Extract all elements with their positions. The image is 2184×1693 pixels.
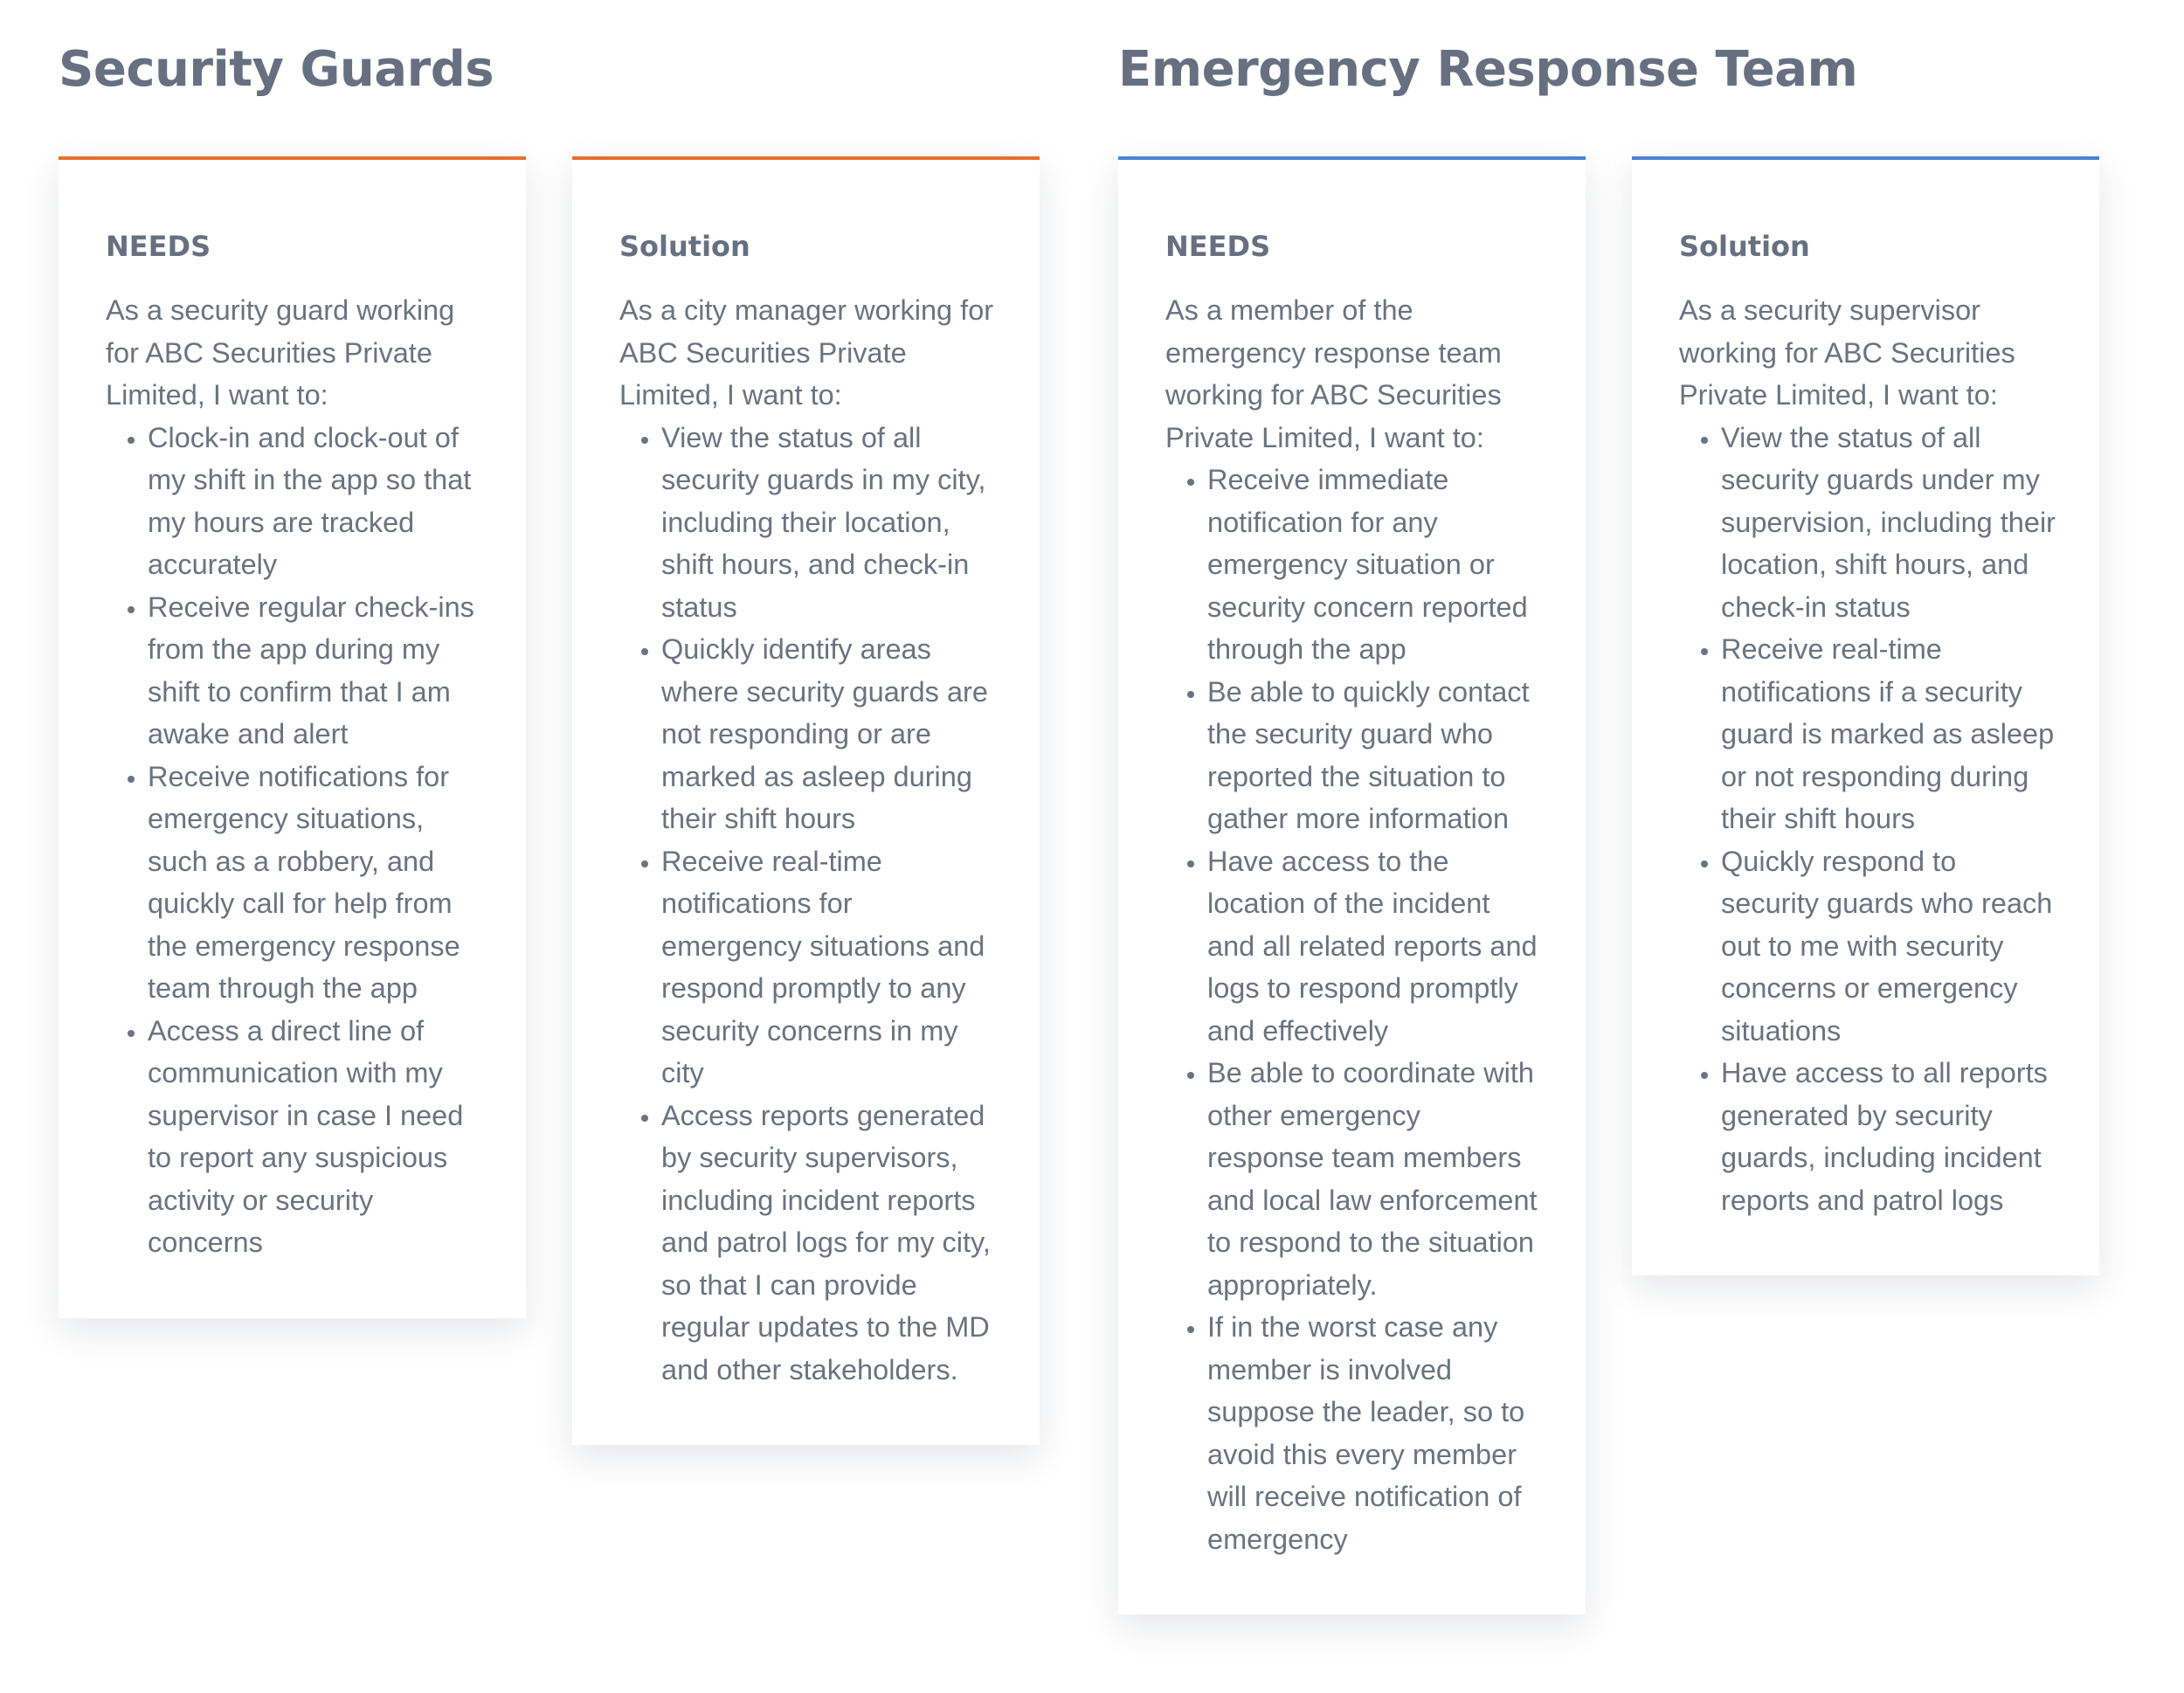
card-heading: NEEDS [1165, 230, 1271, 263]
list-item: • Quickly identify areas where security guards are not responding or are marked as asleep during their shift hours [661, 628, 996, 840]
card-heading: NEEDS [106, 230, 211, 263]
card-intro: As a security supervisor working for ABC Securities Private Limited, I want to: [1679, 294, 2015, 411]
list-item: • Have access to the location of the incident and all related reports and logs to respond promptly and effectively [1207, 840, 1542, 1053]
needs-list [1165, 459, 1542, 1560]
list-item: • View the status of all security guards in my city, including their location, shift hours, and check-in status [661, 417, 996, 629]
section-title-security-guards: Security Guards [59, 41, 494, 98]
list-item: • View the status of all security guards under my supervision, including their location, shift hours, and check-in status [1721, 417, 2056, 629]
list-item: • Access reports generated by security supervisors, including incident reports and patrol logs for my city, so that I can provide regular updates to the MD and other stakeholders. [661, 1095, 996, 1392]
card-intro: As a member of the emergency response team working for ABC Securities Private Limited, I want to: [1165, 294, 1502, 453]
list-item: • Receive real-time notifications for emergency situations and respond promptly to any security concerns in my city [661, 840, 996, 1095]
list-item: • Quickly respond to security guards who reach out to me with security concerns or emergency situations [1721, 840, 2056, 1053]
card-emergency-response-solution [1632, 156, 2099, 1275]
list-item: • Receive real-time notifications if a security guard is marked as asleep or not responding during their shift hours [1721, 628, 2056, 840]
list-item: • If in the worst case any member is involved suppose the leader, so to avoid this every member will receive notification of emergency [1207, 1306, 1542, 1560]
card-security-guards-needs [59, 156, 526, 1318]
card-heading: Solution [619, 230, 750, 263]
solution-list [619, 417, 996, 1392]
list-item: • Access a direct line of communication with my supervisor in case I need to report any suspicious activity or security concerns [148, 1010, 482, 1264]
card-intro: As a city manager working for ABC Securities Private Limited, I want to: [619, 294, 994, 411]
card-intro: As a security guard working for ABC Securities Private Limited, I want to: [106, 294, 455, 411]
list-item: • Receive immediate notification for any emergency situation or security concern reported through the app [1207, 459, 1542, 671]
needs-list [106, 417, 482, 1264]
list-item: • Receive regular check-ins from the app during my shift to confirm that I am awake and alert [148, 586, 482, 756]
list-item: • Be able to coordinate with other emergency response team members and local law enforcement to respond to the situation appropriately. [1207, 1052, 1542, 1306]
list-item: • Receive notifications for emergency situations, such as a robbery, and quickly call for help from the emergency response team through the app [148, 756, 482, 1010]
solution-list [1679, 417, 2056, 1222]
list-item: • Clock-in and clock-out of my shift in the app so that my hours are tracked accurately [148, 417, 482, 586]
card-emergency-response-needs [1118, 156, 1586, 1614]
section-title-emergency-response-team: Emergency Response Team [1118, 41, 1858, 98]
card-security-guards-solution [572, 156, 1040, 1445]
card-heading: Solution [1679, 230, 1810, 263]
list-item: • Be able to quickly contact the security guard who reported the situation to gather more information [1207, 671, 1542, 840]
list-item: • Have access to all reports generated by security guards, including incident reports and patrol logs [1721, 1052, 2056, 1221]
